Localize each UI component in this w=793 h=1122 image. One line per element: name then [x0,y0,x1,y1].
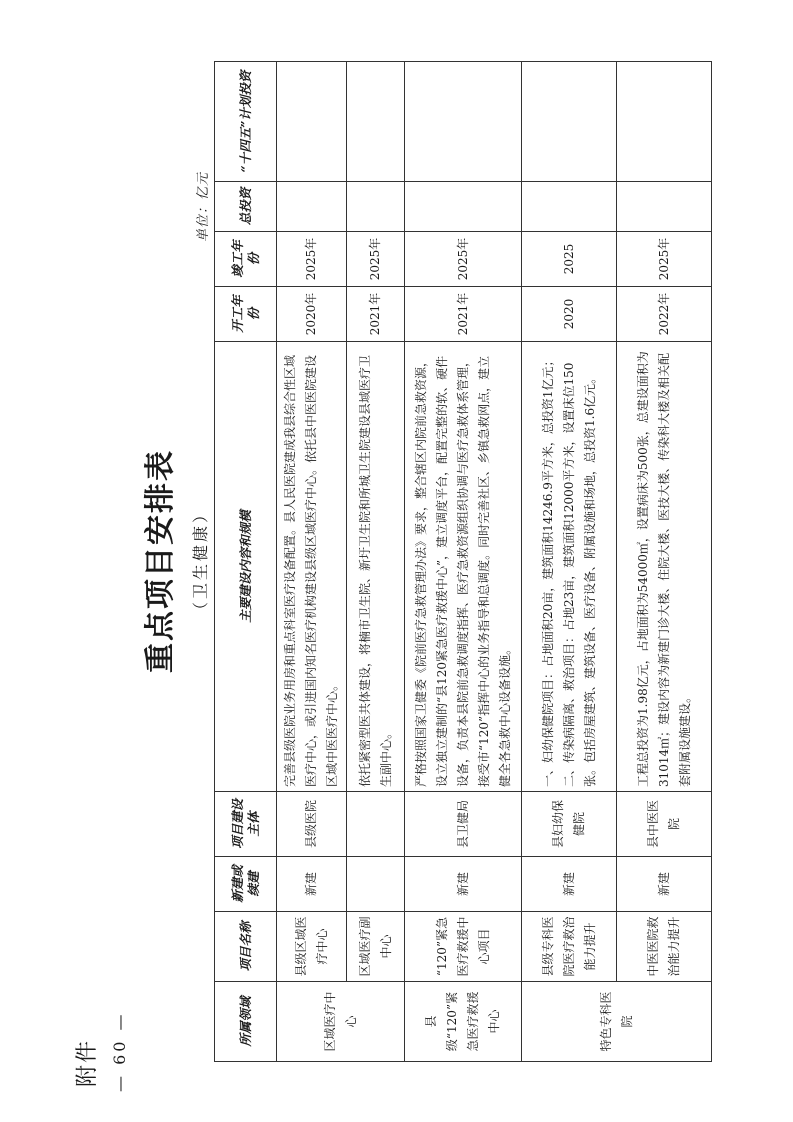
cell-plan-investment [277,62,347,182]
cell-plan-investment [347,62,405,182]
cell-total-investment [522,182,617,232]
cell-total-investment [277,182,347,232]
cell-name: “120”紧急医疗救援中心项目 [405,912,522,982]
cell-type: 新建 [405,857,522,912]
cell-content: 完善县级医院业务用房和重点科室医疗设备配置。县人民医院建成我县综合性区域医疗中心，或引进国内知名医疗机构建设县级区域医疗中心。依托县中医医院建设区域中医医疗中心。 [277,342,347,792]
cell-end-year: 2025年 [617,232,712,287]
cell-content: 依托紧密型医共体建设，将楠市卫生院、新圩卫生院和所城卫生院建设县域医疗卫生副中心。 [347,342,405,792]
table-row [522,62,617,1062]
cell-end-year: 2025年 [405,232,522,287]
table-header-row [215,62,277,1062]
cell-field: 特色专科医院 [522,982,712,1062]
cell-type [347,857,405,912]
cell-field: 区域医疗中心 [277,982,405,1062]
cell-end-year: 2025年 [277,232,347,287]
cell-name: 区域医疗副中心 [347,912,405,982]
project-table [214,61,712,1062]
header-name: 项目名称 [215,912,277,982]
cell-start-year: 2020 [522,287,617,342]
cell-owner [347,792,405,857]
cell-type: 新建 [522,857,617,912]
table-row [405,62,522,1062]
header-field: 所属领域 [215,982,277,1062]
unit-label: 单位：亿元 [196,171,211,242]
cell-total-investment [347,182,405,232]
header-content: 主要建设内容和规模 [215,342,277,792]
cell-content: 严格按照国家卫健委《院前医疗急救管理办法》要求，整合辖区内院前急救资源，设立独立建制的“县120紧急医疗救援中心”，建立调度平台，配置完整的软、硬件设备，负责本县院前急救调度指挥、医疗急救资源组织协调与医疗急救体系管理，接受市“120”指挥中心的业务指导和总调度。同时完善社区、乡镇急救网点，建立健全各急救中心设备设施。 [405,342,522,792]
cell-plan-investment [405,62,522,182]
table-row [347,62,405,1062]
cell-owner: 县级医院 [277,792,347,857]
cell-owner: 县中医医院 [617,792,712,857]
header-plan-investment: “十四五”计划投资 [215,62,277,182]
cell-field: 县级“120”紧急医疗救援中心 [405,982,522,1062]
header-start-year: 开工年份 [215,287,277,342]
document-title: 重点项目安排表 [143,449,178,673]
document-subtitle: （卫生健康） [191,504,210,619]
cell-name: 中医医院救治能力提升 [617,912,712,982]
header-end-year: 竣工年份 [215,232,277,287]
header-type: 新建或续建 [215,857,277,912]
cell-type: 新建 [277,857,347,912]
cell-start-year: 2020年 [277,287,347,342]
cell-name: 县级区域医疗中心 [277,912,347,982]
table-row [617,62,712,1062]
cell-plan-investment [617,62,712,182]
cell-start-year: 2022年 [617,287,712,342]
cell-content: 工程总投资为1.98亿元，占地面积为54000㎡，设置病床为500张，总建设面积为31014㎡；建设内容为新建门诊大楼、住院大楼、医技大楼、传染科大楼及相关配套附属设施建设。 [617,342,712,792]
cell-content: 一、妇幼保健院项目：占地面积20亩，建筑面积14246.9平方米，总投资1亿元；二、传染病隔离、救治项目：占地23亩，建筑面积12000平方米，设置床位150张。包括房屋建筑、建筑设备、医疗设备、附属设施和场地，总投资1.6亿元。 [522,342,617,792]
cell-total-investment [617,182,712,232]
cell-end-year: 2025 [522,232,617,287]
cell-end-year: 2025年 [347,232,405,287]
cell-owner: 县妇幼保健院 [522,792,617,857]
cell-owner: 县卫健局 [405,792,522,857]
cell-start-year: 2021年 [405,287,522,342]
table-row [277,62,347,1062]
attachment-label: 附件 [75,1038,100,1087]
header-owner: 项目建设主体 [215,792,277,857]
cell-total-investment [405,182,522,232]
cell-start-year: 2021年 [347,287,405,342]
cell-plan-investment [522,62,617,182]
page-number: — 60 — [110,1011,129,1092]
header-total-investment: 总投资 [215,182,277,232]
cell-name: 县级专科医院医疗救治能力提升 [522,912,617,982]
cell-type: 新建 [617,857,712,912]
